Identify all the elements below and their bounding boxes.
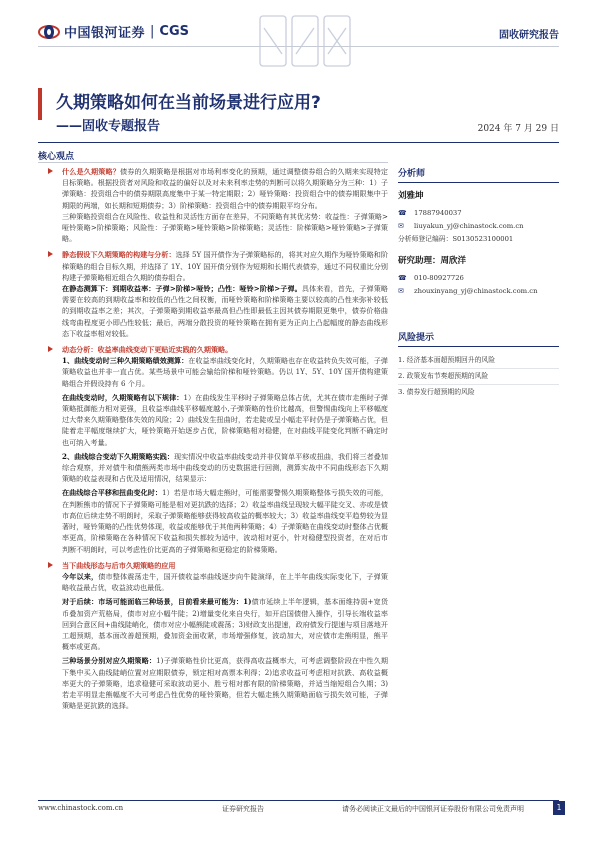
paragraph-lead: 三种场景分别对应久期策略： [62,656,157,666]
analyst-heading: 分析师 [398,169,426,179]
galaxy-logo-icon [38,24,60,40]
paragraph-body: 1)子弹策略性价比更高，获得高收益概率大，可考虑调整阶段在中性久期下集中买入曲线陡峭位置对应期限债券，锁定相对高票本利得；2)追求收益可考虑相对抗跌、高收益概率更大的子弹策略，追求稳健可采取波动更小、胜亏相对都有限的阶梯策略，并适当缩短组合久期；3)若走平明显走熊幅度不大可考虑凸性优势的哑铃策略，但若大幅走熊久期策略面临亏损失效可能，子弹策略是更抗跌的选择。 [62,656,389,711]
phone-icon: ☎ [398,209,407,217]
title-divider [38,142,559,143]
header-divider [38,46,559,47]
brand-logo [38,22,189,41]
paragraph-body: 债市延续上半年逻辑，基本面维持弱+宽货币叠加资产荒格局，债市对应小幅牛陡；2)增量变化来自央行，如开启国债借入操作，引导长端收益率回到合意区间+曲线陡峭化，债市对应小幅熊陡或震荡；3)财政支出提速，政府债发行提速与项目落地开工超预期，基本面改善超预期，叠加资金面收紧，市场增强修复，波动加大，对应债市走熊明显，熊平概率或更高。 [62,597,388,652]
risk-item: 2. 政策发布节奏超预期的风险 [398,372,489,380]
analyst-panel [398,166,559,298]
risk-item: 1. 经济基本面超预期回升的风险 [398,356,496,364]
analyst-email[interactable]: liuyakun_yj@chinastock.com.cn [414,222,524,230]
cgs-watermark-graphic [250,8,360,72]
paragraph-lead: 对于后续：市场可能面临三种场景，目前看来最可能为：1) [62,597,252,607]
analyst-cert: 分析师登记编码：S0130523100001 [398,235,514,243]
bullet-triangle-icon [48,562,53,568]
section-static-analysis [62,249,388,339]
paragraph-lead: 1、曲线变动时三种久期策略绩效测算： [62,356,189,366]
footer-report-type: 证券研究报告 [222,805,264,813]
bullet-triangle-icon [48,346,53,352]
report-title: 久期策略如何在当前场景进行应用? [56,93,321,113]
assistant-phone-row [398,272,559,285]
brand-separator: | [150,24,155,39]
section-body: 选择 5Y 国开债作为子弹策略标的，将其对应久期作为哑铃策略和阶梯策略的组合目标久期，并选择了 1Y、10Y 国开债分别作为短期和长期代表债券，通过不同权重比分别构建子弹策略相近组合久期的债券组合。 [62,250,388,282]
risk-panel [398,330,559,400]
analyst-name: 刘雅坤 [398,191,424,201]
section-lead: 静态假设下久期策略的构建与分析： [62,250,176,260]
section-lead: 动态分析：收益率曲线变动下更贴近实践的久期策略。 [62,345,233,355]
analyst-phone-row [398,207,559,220]
paragraph-body: 1）在曲线发生平移时子弹策略总体占优，尤其在债市走熊时子弹策略抵御能力相对更强，且收益率曲线平移幅度越小,子弹策略的性价比越高，但警惕曲线向上平移幅度过大带来久期策略整体失效的风险；2）曲线发生扭曲时，若走陡或呈小幅走平时仍是子弹策略占优，但陡着走平幅度继续扩大，哑铃策略开始逐步占优，阶梯策略相对稳健，在对曲线平陡变化判断不确定时也可纳入考量。 [62,392,388,447]
analyst-cert-row [398,233,559,246]
paragraph-body: 在收益率曲线变化时，久期策略也存在收益转负失效可能，子弹策略收益也并非一直占优。某些场景中可能会输给阶梯和哑铃策略。仍以 1Y、5Y、10Y 国开债构建策略组合并假设持有 6 个月。 [62,356,389,388]
email-icon: ✉ [398,222,404,230]
title-accent-bar [38,88,42,120]
paragraph-lead: 在曲线变动时，久期策略有以下规律： [62,392,184,402]
risk-heading: 风险提示 [398,333,435,343]
paragraph-lead: 在静态测算下：到期收益率：子弹>阶梯>哑铃；凸性：哑铃>阶梯>子弹。 [62,284,302,294]
report-subtitle: ——固收专题报告 [56,119,161,134]
paragraph-body: 现实情况中收益率曲线变动并非仅简单平移或扭曲，我们将三者叠加综合观察，并对债牛和债熊两类市场中曲线变动的历史数据进行回测，测算实战中不同曲线形态下久期策略的收益表现和占优及适用情况，结果显示： [62,451,388,484]
section-body: 三种策略投资组合在风险性、收益性和灵活性方面存在差异，不同策略有其优劣势：收益性：子弹策略>哑铃策略>阶梯策略；风险性：子弹策略>哑铃策略>阶梯策略；灵活性：阶梯策略>哑铃策略>子弹策略。 [62,211,388,244]
assistant-heading: 研究助理：周欣洋 [398,256,467,266]
risk-item: 3. 债券发行超预期的风险 [398,388,475,396]
section-lead: 什么是久期策略？ [62,167,120,176]
section-lead: 当下曲线形态与后市久期策略的应用 [62,560,176,570]
phone-icon: ☎ [398,274,407,282]
page-header [0,0,595,62]
assistant-email[interactable]: zhouxinyang_yj@chinastock.com.cn [414,287,538,295]
section-body: 债券的久期策略是根据对市场利率变化的预期，通过调整债券组合的久期来实现特定目标策略。根据投资者对风险和收益的偏好以及对未来利率走势的判断可以将久期策略分为三种：1）子弹策略：投资组合中的债券期限高度集中于某一特定期限；2）哑铃策略：投资组合中的债券期限集中于期限的两端，如长期和短期债券；3）阶梯策略：投资组合中的债券期限平均分布。 [62,167,388,210]
brand-name-en: CGS [159,24,189,39]
key-points-heading: 核心观点 [38,152,75,162]
bullet-triangle-icon [48,168,53,174]
assistant-phone: 010-80927726 [414,274,464,282]
key-points-body [62,166,388,716]
email-icon: ✉ [398,287,404,295]
analyst-email-row [398,220,559,233]
page-number: 1 [553,801,565,815]
bullet-triangle-icon [48,251,53,257]
footer-url[interactable]: www.chinastock.com.cn [38,804,124,812]
assistant-email-row [398,285,559,298]
report-date: 2024 年 7 月 29 日 [477,124,559,134]
risk-divider [398,346,559,347]
key-points-divider [38,162,388,163]
section-current-application [62,560,388,712]
paragraph-body: 1）若是市场大幅走熊时，可能需要警惕久期策略整体亏损失效的可能，在判断熊市的情况下子弹策略可能是相对更抗跌的选择；2）收益率曲线呈现较大幅平陡交叉、亦或是债市高位后续走势不明朗时，采取子弹策略能够获得较高收益的概率较大；3）收益率曲线变平趋势较为显著时，哑铃策略的凸性优势体现，收益或能够优于其他两种策略；4）子弹策略在曲线变动时整体占优概率更高，阶梯策略在各种情况下收益和损失都较为适中，波动相对更小，针对稳健型投资者，在对后市判断不明朗时，可以考虑性价比更高的子弹策略和更稳定的阶梯策略。 [62,488,389,554]
footer-divider [38,800,559,801]
analyst-divider [398,182,559,183]
footer-disclaimer: 请务必阅读正文最后的中国银河证券股份有限公司免责声明 [342,805,524,813]
document-type: 固收研究报告 [499,30,559,41]
paragraph-lead: 在曲线综合平移和扭曲变化时： [62,488,163,498]
analyst-phone: 17887940037 [414,209,462,217]
paragraph-lead: 2、曲线综合变动下久期策略实践： [62,451,174,461]
paragraph-lead: 今年以来， [62,571,99,581]
paragraph-body: 债市整体震荡走牛，国开债收益率曲线逐步向牛陡演绎，在上半年曲线实际变化下，子弹策略收益最占优，收益波动也最低。 [62,571,389,593]
section-duration-definition [62,166,388,244]
section-dynamic-analysis [62,344,388,555]
brand-name-cn: 中国银河证券 [64,26,146,41]
paragraph-body: 具体来看，首先，子弹策略需要在较高的到期收益率和较低的凸性之间权衡，而哑铃策略和阶梯策略主要以较高的凸性来弥补较低的到期收益率之差；其次，子弹策略到期收益率最高但凸性即最低主因其债券期限更集中，债券价格曲线弯曲程度更小即凸性较低；最后，两端分散投资的哑铃策略在拥有更为正向上凸起幅度的静态曲线形态下收益率相对较低。 [62,284,388,338]
